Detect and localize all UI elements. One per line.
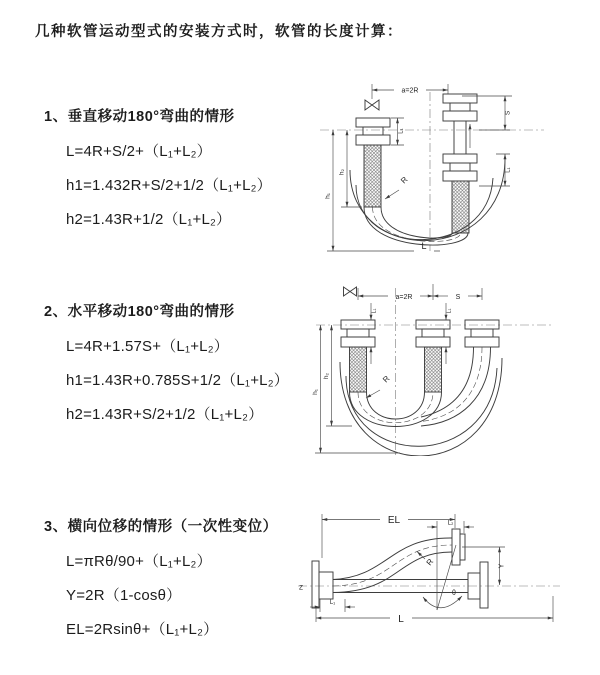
dim-length <box>316 596 553 625</box>
dim-label-h1: h₁ <box>312 389 319 395</box>
dim-el <box>322 514 455 558</box>
dim-label-l1-left: L₁ <box>398 128 405 134</box>
dim-label-h2: h₂ <box>323 372 330 380</box>
section-3-heading: 3、横向位移的情形（一次性变位） <box>44 519 278 535</box>
formula-L: L=πRθ/90+（L₁+L₂） <box>66 553 212 570</box>
section-3-formulas <box>66 550 324 639</box>
original-pipe <box>333 562 488 608</box>
formula-EL: EL=2Rsinθ+（L₁+L₂） <box>66 621 219 638</box>
dim-label-radius: R <box>381 373 392 385</box>
dim-top-width <box>358 284 482 301</box>
formula-L: L=4R+S/2+（L₁+L₂） <box>66 143 212 160</box>
formula-h1: h1=1.432R+S/2+1/2（L₁+L₂） <box>66 177 272 194</box>
diagram-vertical-180-bend <box>312 74 552 256</box>
dim-l1-left <box>371 303 378 364</box>
dim-label-radius: R <box>424 557 436 568</box>
section-2-formulas <box>66 335 324 424</box>
dim-top-width <box>372 84 448 99</box>
section-lateral-displacement <box>44 515 324 652</box>
dim-label-a2r: a=2R <box>401 87 419 95</box>
left-fitting <box>356 118 390 207</box>
section-vertical-180 <box>44 105 324 242</box>
diagram-horizontal-180-bend <box>308 280 556 456</box>
dim-label-l2: L₂ <box>447 520 454 527</box>
page-title: 几种软管运动型式的安装方式时，软管的长度计算： <box>35 24 403 40</box>
dim-label-length: L <box>421 241 427 251</box>
section-2-heading: 2、水平移动180°弯曲的情形 <box>44 304 235 320</box>
section-horizontal-180 <box>44 300 324 437</box>
dim-label-l1-mid: L₁ <box>446 308 453 314</box>
dim-label-h2: h₂ <box>338 168 346 176</box>
formula-Y: Y=2R（1-cosθ） <box>66 587 182 604</box>
formula-h2: h2=1.43R+1/2（L₁+L₂） <box>66 211 232 228</box>
hose-s-curve <box>333 538 452 593</box>
right-fitting <box>443 94 477 233</box>
diagram-lateral-displacement <box>296 504 600 652</box>
radius-and-angle <box>417 545 462 610</box>
dim-l1 <box>310 599 355 612</box>
dim-l2 <box>424 520 474 611</box>
valve-icon <box>365 100 379 110</box>
dim-l1-left <box>391 118 405 145</box>
section-1-heading: 1、垂直移动180°弯曲的情形 <box>44 109 235 125</box>
dim-label-s: S <box>455 293 461 301</box>
dim-label-length: L <box>398 614 404 625</box>
dim-label-h1: h₁ <box>324 193 332 199</box>
dim-label-el: EL <box>387 515 401 526</box>
dim-label-l1: L₁ <box>329 600 336 606</box>
middle-fitting <box>416 320 450 392</box>
dim-y <box>462 547 506 585</box>
formula-L: L=4R+1.57S+（L₁+L₂） <box>66 338 229 355</box>
dim-label-y: Y <box>498 563 506 569</box>
radius-callout <box>385 175 410 199</box>
formula-h1: h1=1.43R+0.785S+1/2（L₁+L₂） <box>66 372 289 389</box>
dim-label-l1-left: L₁ <box>371 308 378 314</box>
dim-label-s: S <box>504 110 512 116</box>
dim-label-theta: θ <box>452 590 456 597</box>
dim-heights <box>325 130 441 251</box>
formula-h2: h2=1.43R+S/2+1/2（L₁+L₂） <box>66 406 264 423</box>
dim-l1-middle <box>446 303 453 364</box>
dim-label-radius: R <box>399 174 410 186</box>
valve-icon <box>344 287 357 296</box>
radius-callout <box>366 374 392 398</box>
dim-label-a2r: a=2R <box>395 293 413 301</box>
dim-label-l1-right: L₁ <box>505 167 512 173</box>
section-1-formulas <box>66 140 324 229</box>
axis-mark: Z <box>299 584 303 592</box>
